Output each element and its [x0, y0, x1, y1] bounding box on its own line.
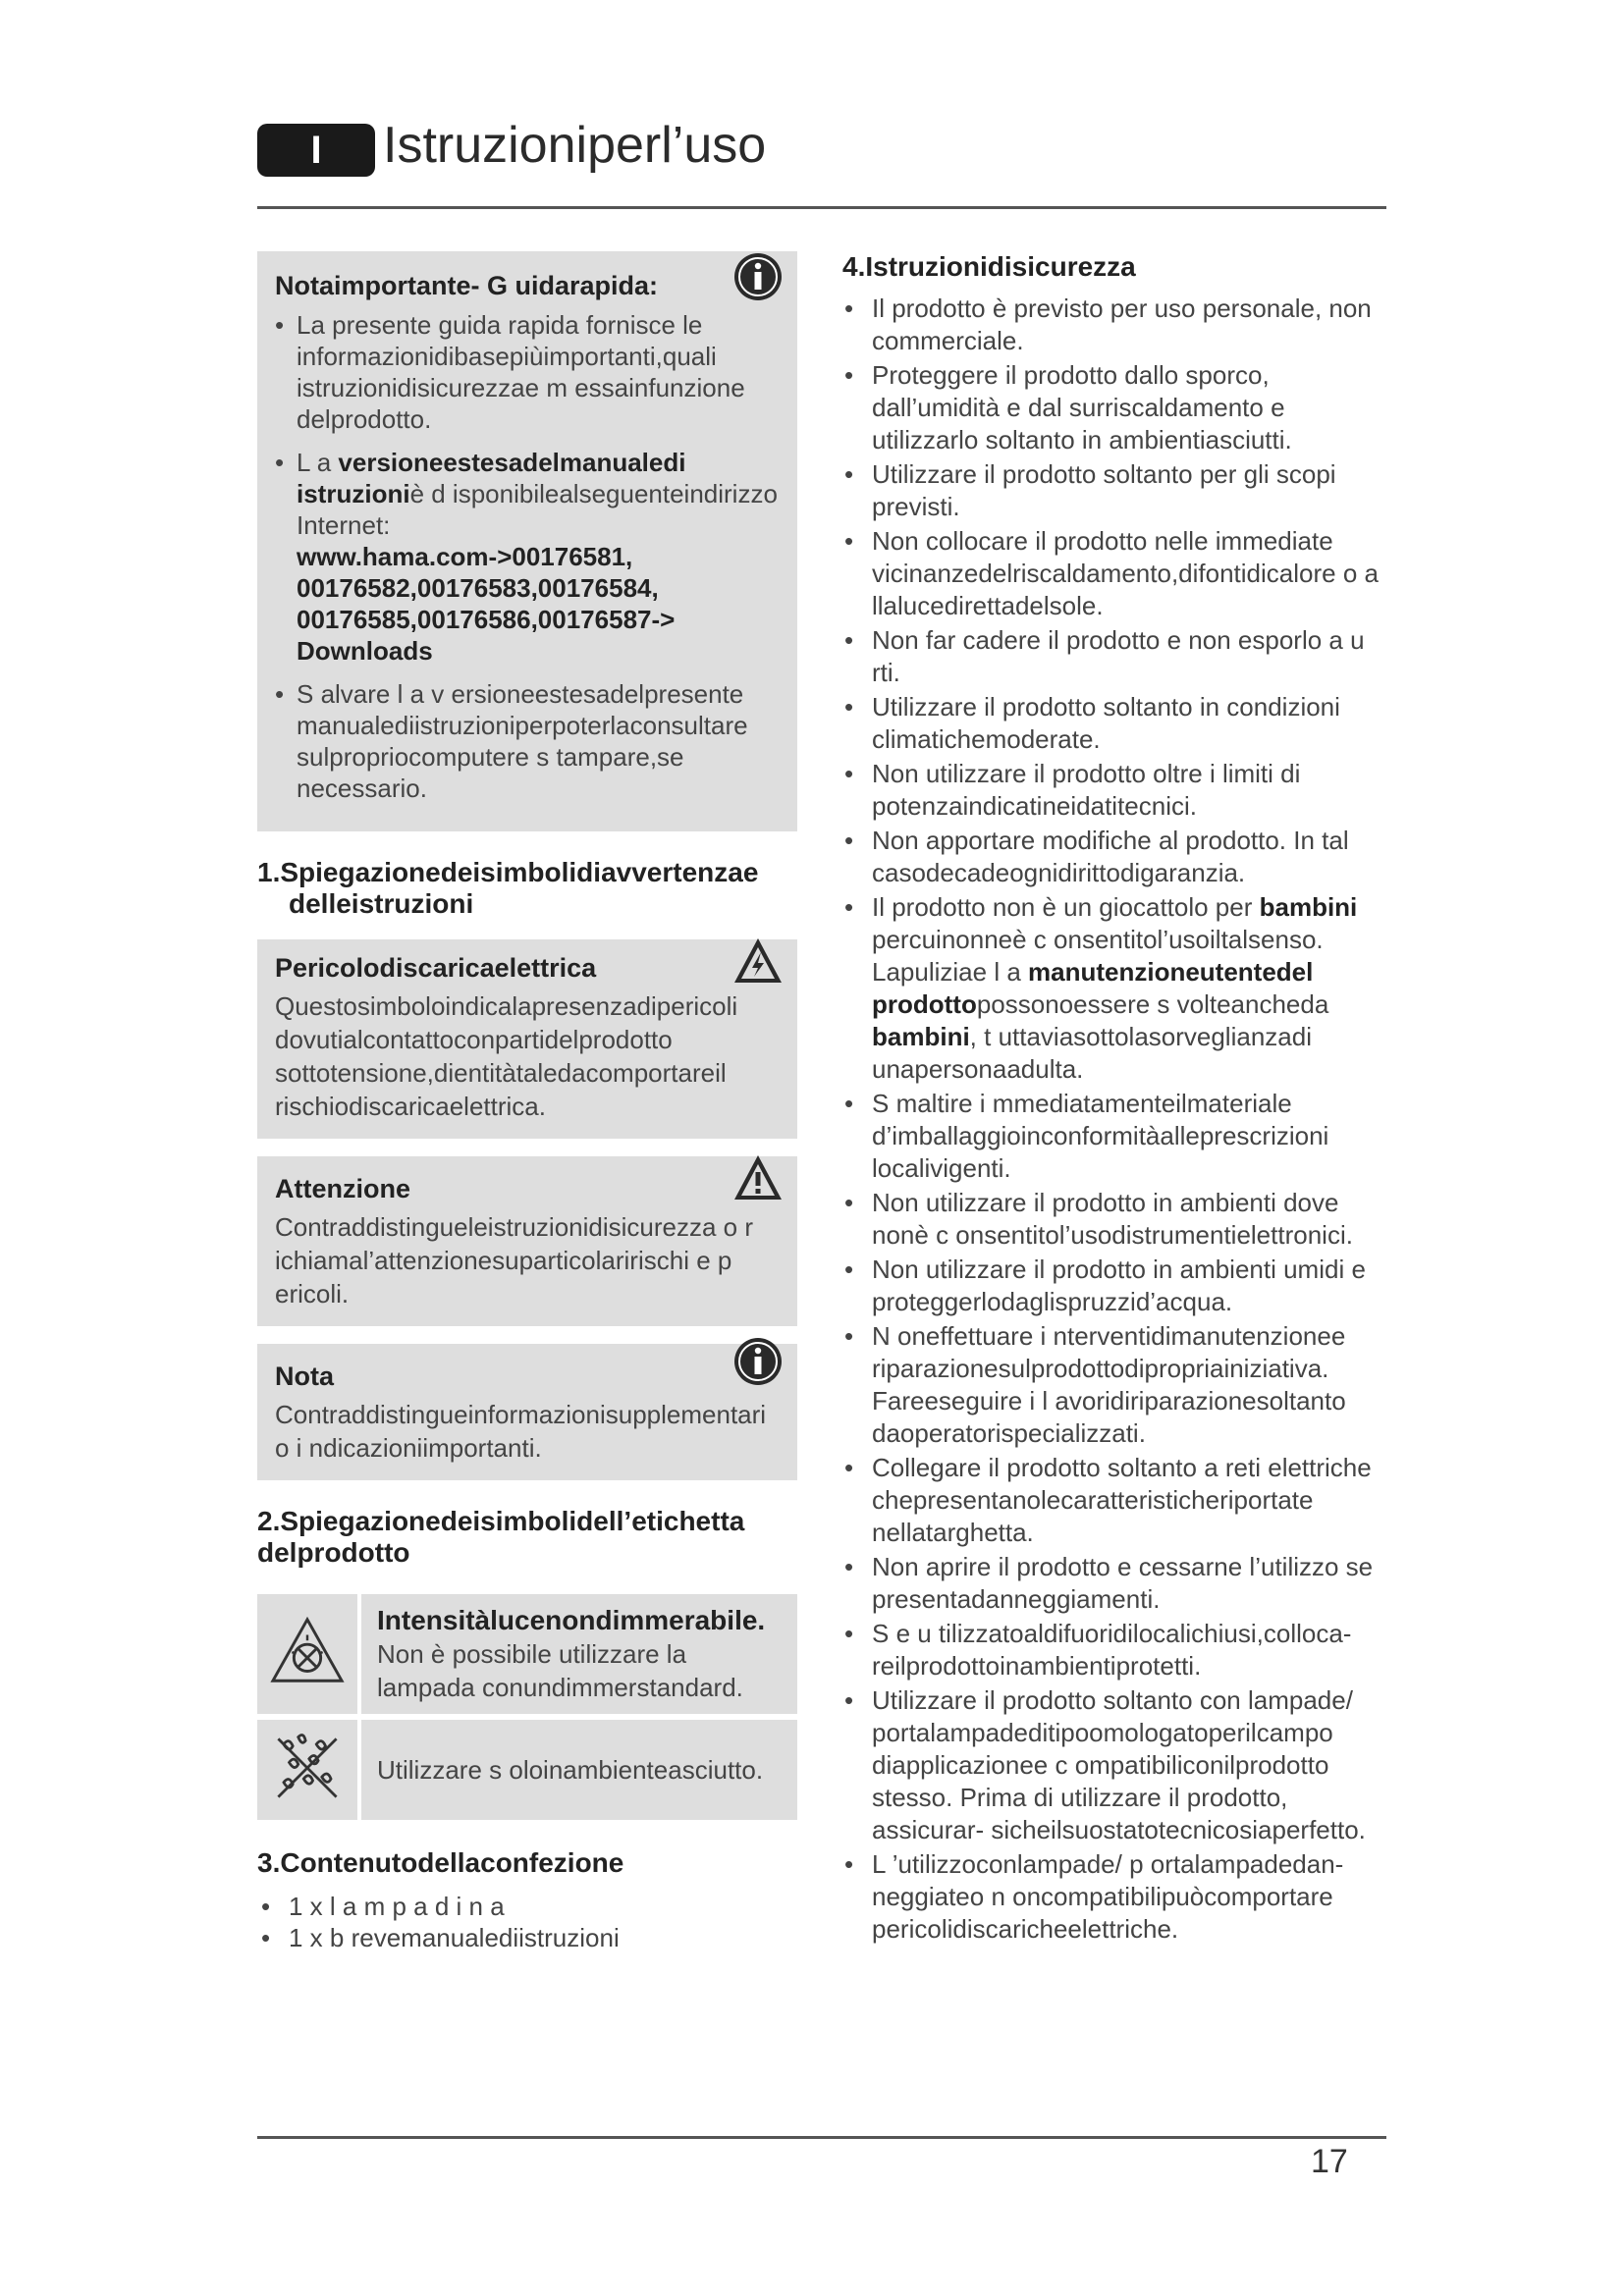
electric-hazard-icon — [732, 935, 784, 987]
danger-box — [257, 939, 797, 1139]
symbol-title: Intensitàlucenondimmerabile. — [377, 1605, 766, 1635]
list-item: • Non collocare il prodotto nelle immediate vicinanzedelriscaldamento,difontidicalore o a llalucedirettadelsole. — [842, 525, 1392, 622]
info-icon — [732, 1336, 784, 1387]
list-item: • Non apportare modifiche al prodotto. In tal casodecadeognidirittodigaranzia. — [842, 825, 1392, 889]
text-span: Il prodotto non è un giocattolo per — [872, 892, 1260, 922]
list-item: • S maltire i mmediatamenteilmateriale d’imballaggioinconformitàalleprescrizioni localivigenti. — [842, 1088, 1392, 1185]
safety-list — [842, 293, 1392, 1946]
text-span: è d isponibilealseguenteindirizzo Internet: — [297, 479, 778, 540]
text-span: L a — [297, 448, 339, 477]
heading-line: delleistruzioni — [289, 888, 474, 919]
list-item: • L ’utilizzoconlampade/ p ortalampadedan- neggiateo n oncompatibilipuòcomportare pericolidiscaricheelettriche. — [842, 1848, 1392, 1946]
list-item: • Utilizzare il prodotto soltanto per gli scopi previsti. — [842, 458, 1392, 523]
list-item: • 1 x l a m p a d i n a — [257, 1891, 797, 1922]
note-box — [257, 1344, 797, 1480]
info-icon — [732, 251, 784, 302]
symbol-text: Utilizzare s oloinambienteasciutto. — [377, 1755, 764, 1785]
quick-guide-title: Notaimportante- G uidarapida: — [275, 271, 659, 300]
list-item: • Utilizzare il prodotto soltanto con lampade/ portalampadeditipoomologatoperilcampo diapplicazionee c ompatibiliconilprodotto stesso. Prima di utilizzare il prodotto, assicurar- sicheilsuostatotecnicosiaperfetto. — [842, 1684, 1392, 1846]
page-title: Istruzioniperl’uso — [383, 117, 767, 174]
text-span: , t uttaviasottolasorveglianzadi unapersonaadulta. — [872, 1022, 1312, 1084]
list-item: • Il prodotto è previsto per uso personale, non commerciale. — [842, 293, 1392, 357]
section-heading-2 — [257, 1506, 797, 1569]
list-item: • Non utilizzare il prodotto in ambienti dove nonè c onsentitol’usodistrumentielettronici. — [842, 1187, 1392, 1252]
footer-rule — [257, 2136, 1386, 2139]
list-item: • S alvare l a v ersioneestesadelpresente manualediistruzioniperpoterlaconsultare sulpropriocomputere s tampare,se necessario. — [275, 678, 780, 804]
list-item: • Utilizzare il prodotto soltanto in condizioni climatichemoderate. — [842, 691, 1392, 756]
quick-guide-list — [275, 309, 780, 804]
bold-text: manutenzioneutentedel prodotto — [872, 957, 1314, 1019]
list-item: • La presente guida rapida fornisce le informazionidibasepiùimportanti,quali istruzionidisicurezzae m essainfunzione delprodotto. — [275, 309, 780, 435]
indoor-dry-use-icon — [271, 1732, 344, 1804]
table-row — [257, 1594, 797, 1714]
package-contents-list — [257, 1891, 797, 1953]
download-link[interactable]: www.hama.com->00176581, 00176582,00176583,00176584, 00176585,00176586,00176587-> Downloads — [297, 542, 676, 666]
bold-text: versioneestesadelmanualedi istruzioni — [297, 448, 686, 508]
symbol-description — [361, 1594, 797, 1714]
danger-text: Questosimboloindicalapresenzadipericoli dovutialcontattoconpartidelprodotto sottotensione,dientitàtaledacomportareil rischiodiscaricaelettrica. — [275, 991, 738, 1121]
danger-title: Pericolodiscaricaelettrica — [275, 953, 597, 983]
heading-line: 2.Spiegazionedeisimbolidell’etichetta — [257, 1506, 745, 1536]
attention-box — [257, 1156, 797, 1326]
text-span: percuinonneè c onsentitol’usoiltalsenso. Lapuliziae l a — [872, 925, 1324, 987]
list-item: • Proteggere il prodotto dallo sporco, dall’umidità e dal surriscaldamento e utilizzarlo soltanto in ambientiasciutti. — [842, 359, 1392, 456]
list-item: • Non utilizzare il prodotto oltre i limiti di potenzaindicatineidatitecnici. — [842, 758, 1392, 823]
heading-line: 1.Spiegazionedeisimbolidiavvertenzae — [257, 857, 759, 887]
heading-line: delprodotto — [257, 1537, 410, 1568]
list-item: • N oneffettuare i nterventidimanutenzionee riparazionesulprodottodipropriainiziativa. Fareeseguire i l avoridiriparazionesoltanto daoperatorispecializzati. — [842, 1320, 1392, 1450]
symbol-text: Non è possibile utilizzare la lampada conundimmerstandard. — [377, 1639, 743, 1702]
page-number: 17 — [1311, 2143, 1348, 2180]
symbol-cell — [257, 1720, 361, 1820]
list-item: • Collegare il prodotto soltanto a reti elettriche chepresentanolecaratteristicheriportate nellatarghetta. — [842, 1452, 1392, 1549]
table-row — [257, 1720, 797, 1820]
list-item: • S e u tilizzatoaldifuoridilocalichiusi,colloca- reilprodottoinambientiprotetti. — [842, 1618, 1392, 1682]
section-heading-4: 4.Istruzionidisicurezza — [842, 251, 1136, 282]
symbol-description — [361, 1720, 797, 1820]
header-rule — [257, 206, 1386, 209]
list-item — [842, 891, 1392, 1086]
warning-icon — [732, 1152, 784, 1203]
no-dimmer-icon — [269, 1614, 346, 1690]
list-item — [275, 447, 780, 667]
attention-title: Attenzione — [275, 1174, 410, 1203]
right-column — [842, 251, 1392, 1948]
section-heading-1 — [257, 857, 797, 920]
left-column — [257, 251, 797, 1953]
list-item: • Non utilizzare il prodotto in ambienti umidi e proteggerlodaglispruzzid’acqua. — [842, 1254, 1392, 1318]
text-span: possonoessere s volteancheda — [976, 989, 1329, 1019]
note-title: Nota — [275, 1362, 334, 1391]
bold-text: bambini — [872, 1022, 970, 1051]
list-item: • Non far cadere il prodotto e non esporlo a u rti. — [842, 624, 1392, 689]
section-heading-3: 3.Contenutodellaconfezione — [257, 1847, 624, 1878]
page-header — [257, 118, 1386, 211]
symbol-cell — [257, 1594, 361, 1714]
list-item: • Non aprire il prodotto e cessarne l’utilizzo se presentadanneggiamenti. — [842, 1551, 1392, 1616]
attention-text: Contraddistingueleistruzionidisicurezza o r ichiamal’attenzionesuparticolaririschi e p ericoli. — [275, 1212, 754, 1308]
language-badge: I — [257, 124, 375, 177]
bold-text: bambini — [1259, 892, 1358, 922]
quick-guide-box — [257, 251, 797, 831]
note-text: Contraddistingueinformazionisupplementari o i ndicazioniimportanti. — [275, 1400, 767, 1463]
product-label-symbols — [257, 1588, 797, 1826]
list-item: • 1 x b revemanualediistruzioni — [257, 1922, 797, 1953]
